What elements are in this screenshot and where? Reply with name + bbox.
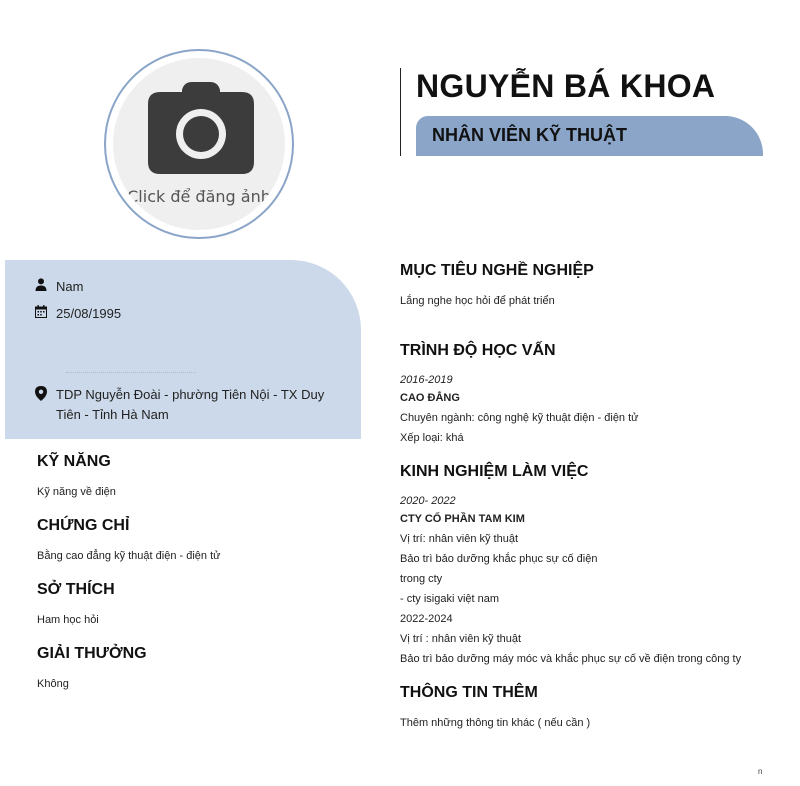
hobbies-title: SỞ THÍCH xyxy=(37,581,115,598)
job-title-band xyxy=(416,116,763,156)
camera-icon xyxy=(148,82,254,174)
education-period: 2016-2019 xyxy=(400,374,453,386)
education-school: CAO ĐẲNG xyxy=(400,392,460,404)
footer-mark: n xyxy=(758,767,763,776)
experience-period: 2020- 2022 xyxy=(400,495,456,507)
experience-company: CTY CỔ PHẦN TAM KIM xyxy=(400,513,525,525)
awards-text: Không xyxy=(37,678,69,690)
objective-text: Lắng nghe học hỏi để phát triển xyxy=(400,295,555,307)
experience-line: Bảo trì bảo dưỡng khắc phục sự cố điện xyxy=(400,553,598,565)
avatar-caption: Click để đăng ảnh xyxy=(127,187,271,206)
person-icon xyxy=(35,278,47,291)
extra-title: THÔNG TIN THÊM xyxy=(400,684,538,701)
experience-line: Vị trí : nhân viên kỹ thuật xyxy=(400,633,522,645)
location-pin-icon xyxy=(35,386,47,401)
gender-value: Nam xyxy=(56,279,84,294)
experience-line: Vị trí: nhân viên kỹ thuật xyxy=(400,533,519,545)
objective-title: MỤC TIÊU NGHỀ NGHIỆP xyxy=(400,262,594,279)
experience-title: KINH NGHIỆM LÀM VIỆC xyxy=(400,463,589,480)
full-name: NGUYỄN BÁ KHOA xyxy=(416,68,716,104)
header-divider xyxy=(400,68,401,156)
experience-line: trong cty xyxy=(400,573,443,585)
experience-line: Bảo trì bảo dưỡng máy móc và khắc phục sự cố về điện trong công ty xyxy=(400,653,742,665)
education-title: TRÌNH ĐỘ HỌC VẤN xyxy=(400,342,556,359)
skills-title: KỸ NĂNG xyxy=(37,453,111,470)
calendar-icon xyxy=(35,305,47,318)
education-major: Chuyên ngành: công nghệ kỹ thuật điện - điện tử xyxy=(400,412,639,424)
extra-text: Thêm những thông tin khác ( nếu cần ) xyxy=(400,717,591,729)
experience-line: - cty isigaki việt nam xyxy=(400,593,500,605)
awards-title: GIẢI THƯỞNG xyxy=(37,645,147,662)
avatar-placeholder[interactable] xyxy=(113,58,285,230)
experience-line: 2022-2024 xyxy=(400,613,453,625)
certificates-title: CHỨNG CHỈ xyxy=(37,517,130,534)
hobbies-text: Ham học hỏi xyxy=(37,614,99,626)
education-grade: Xếp loại: khá xyxy=(400,432,464,444)
skills-text: Kỹ năng về điện xyxy=(37,486,116,498)
avatar-upload[interactable] xyxy=(104,49,294,239)
certificates-text: Bằng cao đẳng kỹ thuật điện - điện tử xyxy=(37,550,221,562)
birthday-value: 25/08/1995 xyxy=(56,306,122,321)
job-title: NHÂN VIÊN KỸ THUẬT xyxy=(432,125,628,145)
address-value: TDP Nguyễn Đoài - phường Tiên Nội - TX Duy Tiên - Tỉnh Hà Nam xyxy=(56,387,325,422)
hidden-field-placeholder xyxy=(66,372,196,376)
